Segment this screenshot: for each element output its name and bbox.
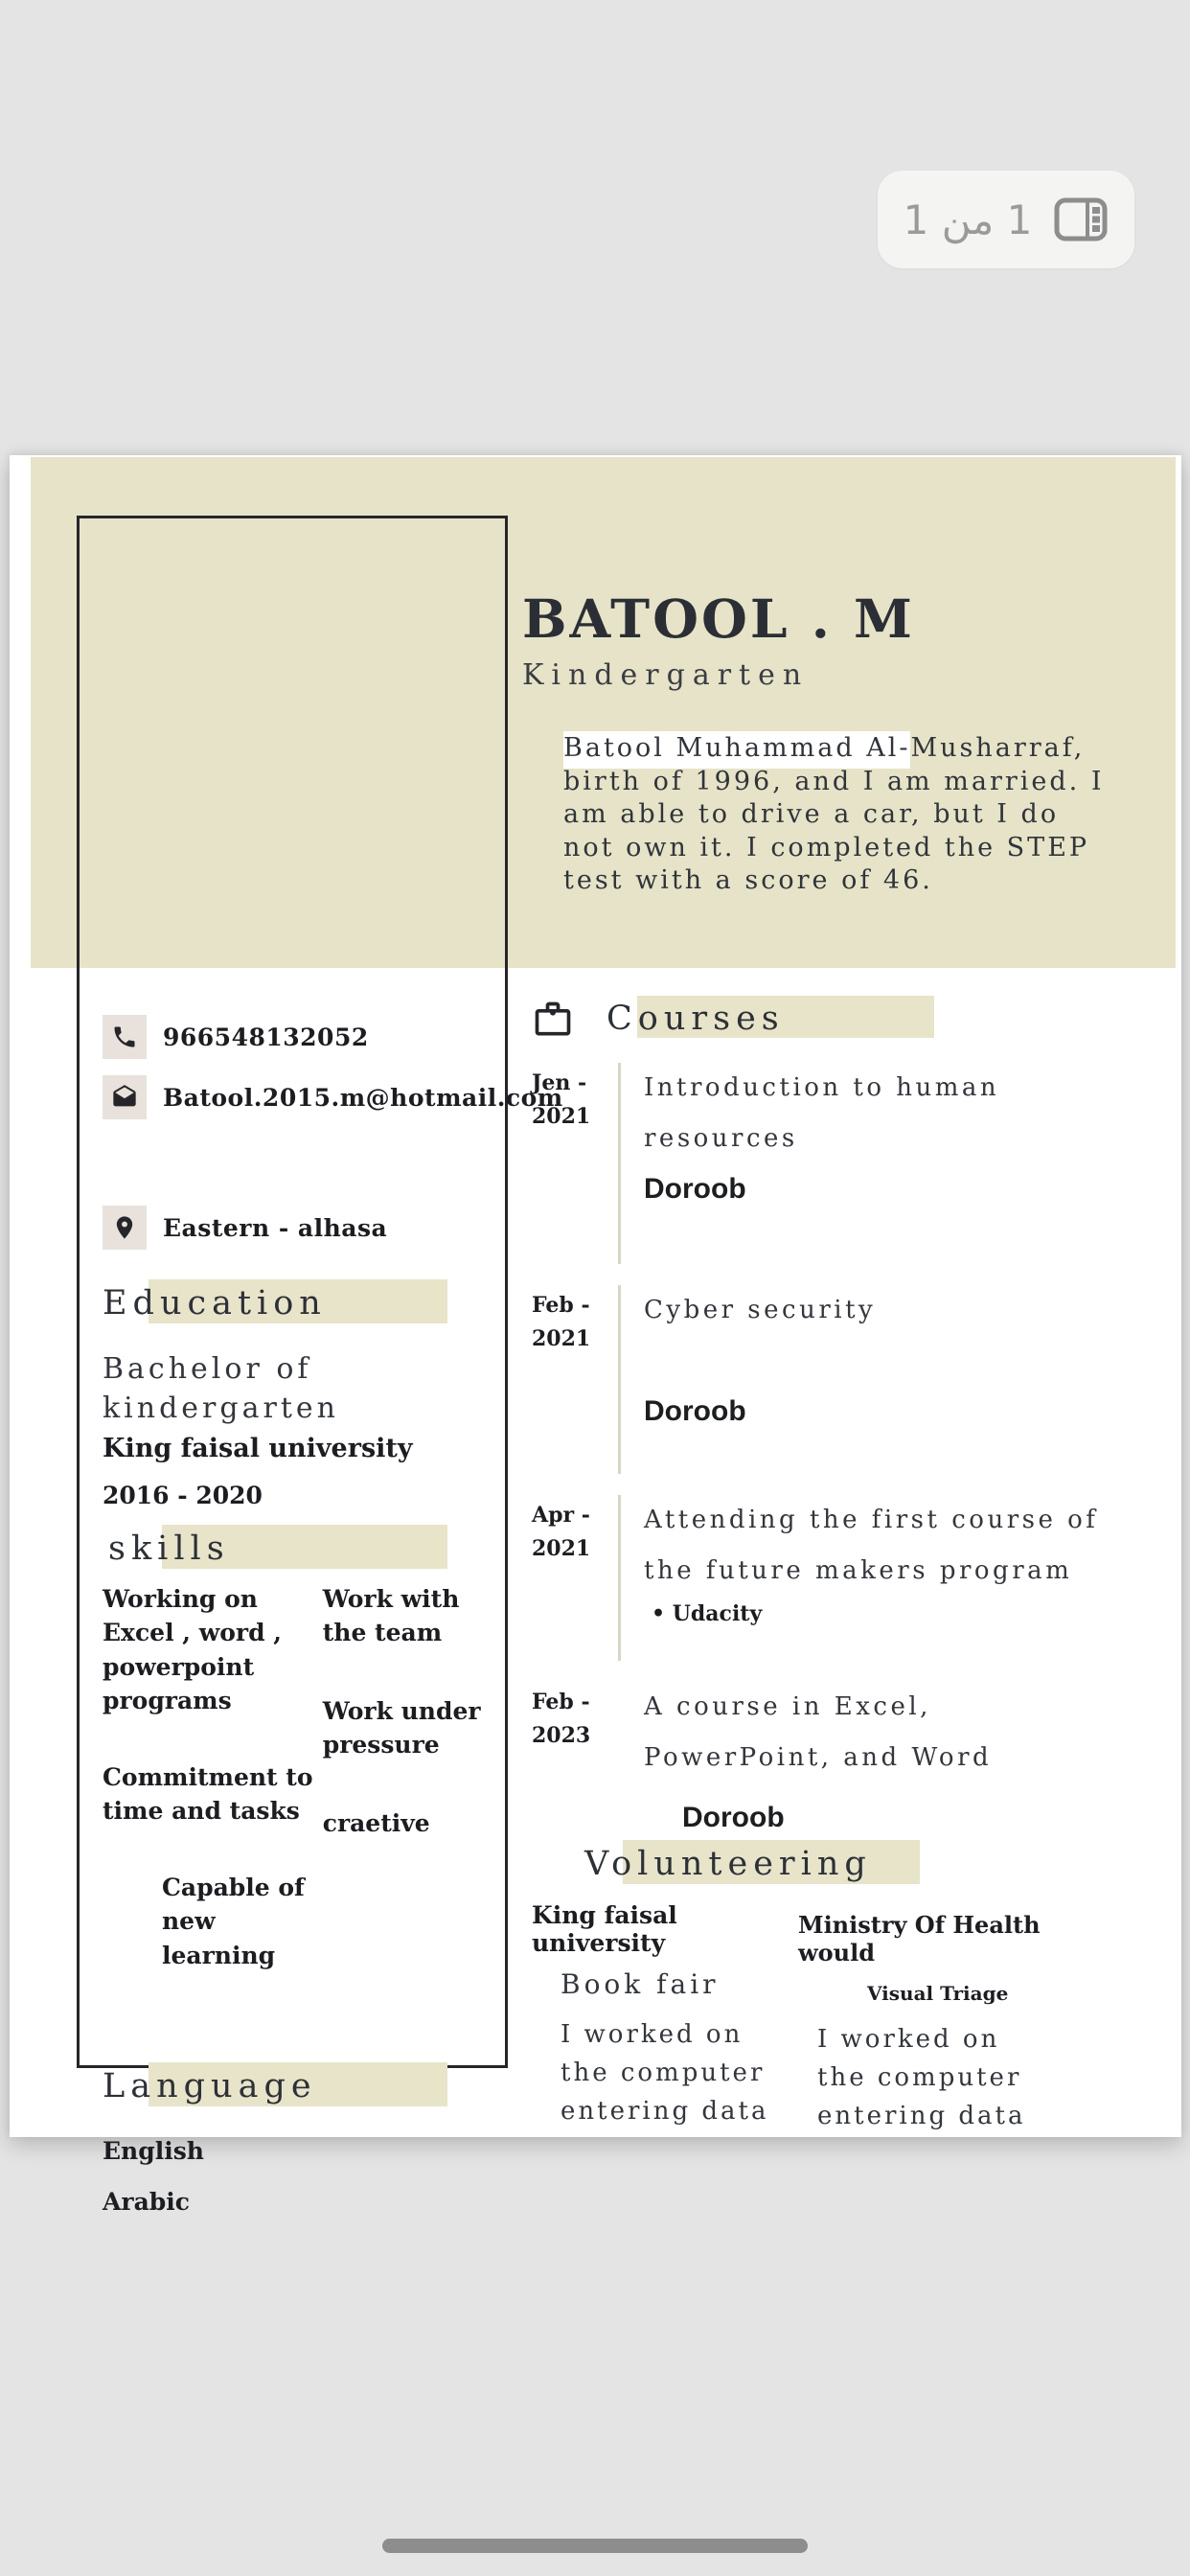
skills-right-column — [319, 1582, 482, 1973]
course-title: Attending the first course of the future makers program — [644, 1506, 1099, 1586]
bio-rest-text: Musharraf, birth of 1996, and I am married. I am able to drive a car, but I do not own it. I completed the STEP test with a score of 46. — [563, 733, 1105, 896]
course-org: Doroob — [682, 1801, 785, 1833]
volunteering-entry — [798, 1901, 1103, 2136]
contact-phone-row — [103, 1015, 482, 1059]
course-item — [532, 1285, 1103, 1474]
volunteering-role: Visual Triage — [867, 1981, 1009, 2005]
bio-highlighted-text: Batool Muhammad Al- — [563, 731, 910, 769]
skill-item: Commitment to time and tasks — [103, 1762, 313, 1826]
timeline-line — [618, 1063, 621, 1264]
resume-document — [10, 455, 1181, 2217]
course-body — [644, 1682, 1103, 1834]
phone-number: 966548132052 — [163, 1023, 369, 1051]
course-dates: Feb - 2023 — [532, 1690, 591, 1749]
volunteering-desc: I worked on the computer entering data — [561, 2019, 769, 2127]
contact-email-row — [103, 1075, 563, 1119]
header-name-block — [522, 587, 915, 692]
course-org: Doroob — [644, 1395, 746, 1428]
language-item: Arabic — [103, 2188, 190, 2217]
course-title: Cyber security — [644, 1296, 877, 1324]
course-dates: Feb - 2021 — [532, 1293, 591, 1352]
course-org: Doroob — [644, 1172, 746, 1205]
courses-header — [532, 998, 1103, 1042]
language-heading: Language — [103, 2064, 482, 2110]
timeline-line — [618, 1285, 621, 1474]
volunteering-desc: I worked on the computer entering data — [817, 2024, 1026, 2131]
course-body — [644, 1495, 1103, 1661]
page-indicator-label: 1 من 1 — [903, 196, 1033, 243]
skills-columns — [103, 1582, 482, 1973]
volunteering-columns — [532, 1901, 1103, 2136]
bio-paragraph — [563, 732, 1106, 898]
home-indicator[interactable] — [382, 2539, 808, 2553]
location-text: Eastern - alhasa — [163, 1213, 388, 1242]
skill-item: Work under pressure — [322, 1696, 481, 1760]
course-body — [644, 1285, 1103, 1474]
course-item — [532, 1063, 1103, 1264]
candidate-title: Kindergarten — [522, 658, 810, 692]
course-title: Introduction to human resources — [644, 1073, 1000, 1154]
right-column — [532, 998, 1103, 2135]
course-item — [532, 1682, 1103, 1834]
courses-heading: Courses — [606, 998, 785, 1042]
skill-item: Capable of new learning — [162, 1873, 305, 1969]
photo-placeholder — [103, 518, 482, 1015]
course-body — [644, 1063, 1103, 1264]
course-bullet-org: • Udacity — [652, 1601, 1103, 1626]
skill-item: Work with the team — [322, 1584, 460, 1647]
course-item — [532, 1495, 1103, 1661]
course-dates: Apr - 2021 — [532, 1503, 591, 1562]
education-years: 2016 - 2020 — [103, 1481, 263, 1509]
volunteering-heading: Volunteering — [584, 1842, 1103, 1888]
education-heading: Education — [103, 1281, 482, 1327]
course-dates: Jen - 2021 — [532, 1070, 591, 1130]
briefcase-icon — [532, 999, 574, 1041]
skills-heading: skills — [103, 1527, 482, 1573]
education-school: King faisal university — [103, 1433, 413, 1463]
volunteering-role: Book fair — [561, 1967, 720, 2000]
page-indicator-pill[interactable] — [878, 171, 1134, 268]
skill-item: Working on Excel , word , powerpoint programs — [103, 1584, 282, 1715]
timeline-line — [618, 1495, 621, 1661]
volunteering-org: Ministry Of Health would — [798, 1910, 1041, 1966]
skills-left-column — [103, 1582, 319, 1973]
candidate-name: BATOOL . M — [522, 587, 915, 650]
course-title: A course in Excel, PowerPoint, and Word — [644, 1692, 993, 1773]
language-item: English — [103, 2137, 204, 2166]
location-pin-icon — [103, 1206, 147, 1250]
phone-icon — [103, 1015, 147, 1059]
thumbnails-panel-icon — [1053, 196, 1109, 242]
contact-location-row — [103, 1206, 482, 1250]
envelope-icon — [103, 1075, 147, 1119]
email-address: Batool.2015.m@hotmail.com — [163, 1083, 563, 1112]
volunteering-org: King faisal university — [532, 1900, 677, 1957]
skill-item: craetive — [322, 1808, 430, 1837]
education-degree: Bachelor of kindergarten — [103, 1352, 339, 1425]
timeline-line — [618, 1682, 621, 1834]
volunteering-entry — [532, 1901, 798, 2136]
